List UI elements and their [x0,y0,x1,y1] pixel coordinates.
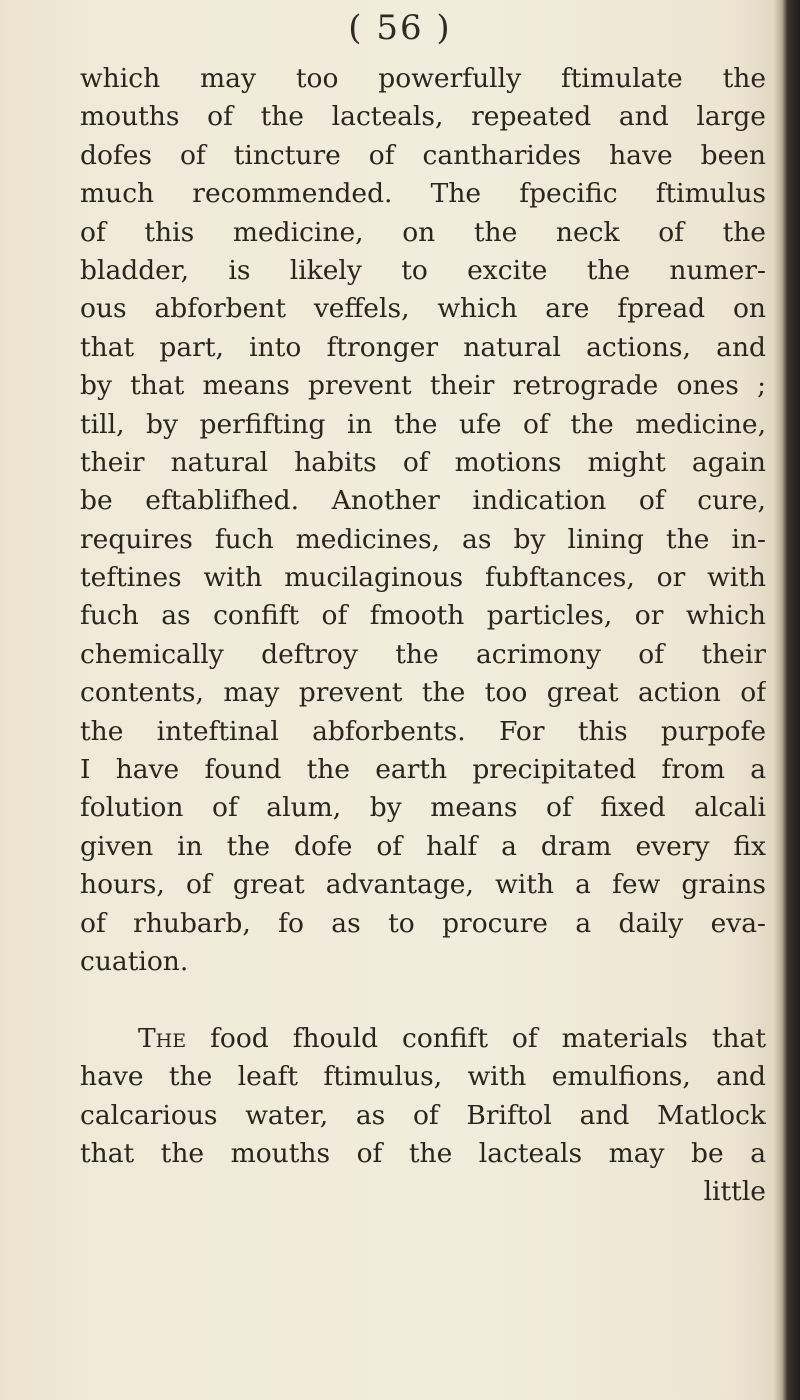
text-line: chemically deftroy the acrimony of their [80,638,766,670]
text-line: their natural habits of motions might again [80,446,766,478]
text-line: be eftablifhed. Another indication of cure, [80,485,766,517]
text-line: folution of alum, by means of fixed alcali [80,792,766,824]
text-line: have the leaft ftimulus, with emulfions, and [80,1061,766,1093]
text-line: mouths of the lacteals, repeated and large [80,101,766,133]
text-line: fuch as confift of fmooth particles, or which [80,600,766,632]
text-line: ous abforbent veffels, which are fpread on [80,293,766,325]
paragraph-opening-rest: food fhould confift of materials that [210,1022,766,1054]
text-line: of this medicine, on the neck of the [80,216,766,248]
text-line: bladder, is likely to excite the numer- [80,254,766,286]
text-line: requires fuch medicines, as by lining the in- [80,523,766,555]
text-line: that part, into ftronger natural actions, and [80,331,766,363]
catchword: little [703,1176,766,1208]
paragraph-gap [80,981,766,1019]
text-line: hours, of great advantage, with a few grains [80,869,766,901]
text-line: of rhubarb, fo as to procure a daily eva- [80,907,766,939]
paragraph-opening-word: The [138,1022,187,1054]
text-line: I have found the earth precipitated from a [80,754,766,786]
page-number: ( 56 ) [348,8,452,48]
text-line: till, by perfifting in the ufe of the medicine, [80,408,766,440]
text-line: that the mouths of the lacteals may be a [80,1137,766,1169]
text-line: by that means prevent their retrograde ones ; [80,370,766,402]
text-line: which may too powerfully ftimulate the [80,63,766,94]
text-line: cuation. [80,945,189,977]
text-line: given in the dofe of half a dram every fix [80,830,766,862]
text-line: teftines with mucilaginous fubftances, or with [80,562,766,594]
text-line: dofes of tincture of cantharides have been [80,139,766,171]
text-line: contents, may prevent the too great action of [80,677,766,709]
body-text [80,60,766,1212]
text-line: much recommended. The fpecific ftimulus [80,178,766,210]
book-spine-shadow [772,0,800,1400]
text-line: the inteftinal abforbents. For this purpofe [80,715,766,747]
text-line: calcarious water, as of Briftol and Matlock [80,1099,766,1131]
paragraph-opening-line [80,1020,766,1058]
